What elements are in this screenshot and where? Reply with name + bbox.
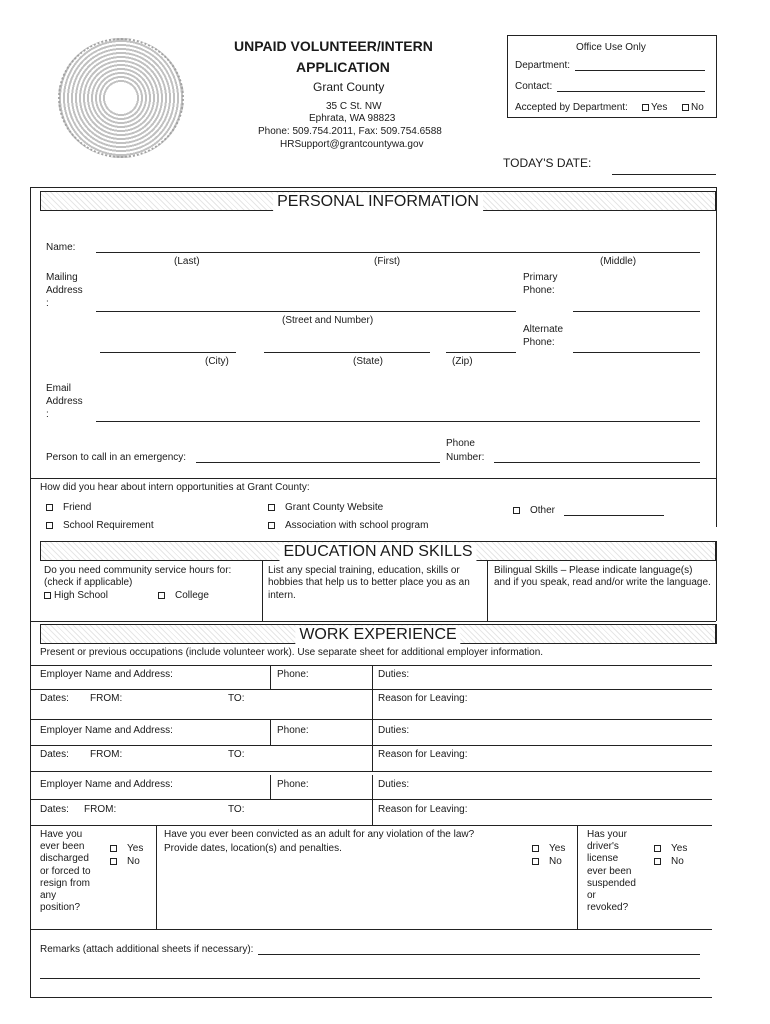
- department-field[interactable]: [575, 70, 705, 71]
- emergency-phone-label-2: Number:: [446, 452, 485, 463]
- mailing-colon: :: [46, 298, 49, 309]
- employer-3-duties[interactable]: Duties:: [378, 779, 410, 790]
- address-line2: Ephrata, WA 98823: [309, 113, 396, 124]
- office-use-title: Office Use Only: [576, 42, 646, 53]
- employer-2-duties[interactable]: Duties:: [378, 725, 410, 736]
- training-prompt-1: List any special training, education, skills or: [268, 565, 460, 576]
- contact-field[interactable]: [557, 91, 705, 92]
- last-caption: (Last): [174, 256, 200, 267]
- mailing-label: Mailing: [46, 272, 78, 283]
- emergency-phone-label: Phone: [446, 438, 475, 449]
- todays-date-label: TODAY'S DATE:: [503, 156, 592, 170]
- accepted-yes[interactable]: Yes: [642, 102, 667, 113]
- employer-3-phone[interactable]: Phone:: [277, 779, 309, 790]
- hear-friend[interactable]: Friend: [46, 502, 91, 513]
- employer-1-from[interactable]: FROM:: [90, 693, 123, 704]
- license-yes[interactable]: Yes: [654, 843, 687, 854]
- todays-date-field[interactable]: [612, 174, 716, 175]
- hr-email: HRSupport@grantcountywa.gov: [280, 139, 424, 150]
- hear-other-field[interactable]: [564, 515, 664, 516]
- bilingual-prompt-1: Bilingual Skills – Please indicate language(s): [494, 565, 693, 576]
- discharged-no[interactable]: No: [110, 856, 140, 867]
- convicted-question: Have you ever been convicted as an adult for any violation of the law?: [164, 829, 475, 840]
- first-caption: (First): [374, 256, 401, 267]
- hear-other[interactable]: Other: [513, 505, 555, 516]
- primary-phone-label-2: Phone:: [523, 285, 555, 296]
- convicted-no[interactable]: No: [532, 856, 562, 867]
- form-title: UNPAID VOLUNTEER/INTERN: [234, 38, 433, 54]
- zip-caption: (Zip): [452, 356, 473, 367]
- city-caption: (City): [205, 356, 229, 367]
- form-subtitle: APPLICATION: [296, 59, 390, 75]
- county-seal: [58, 38, 184, 158]
- primary-phone-label: Primary: [523, 272, 558, 283]
- license-no[interactable]: No: [654, 856, 684, 867]
- employer-3-dates: Dates:: [40, 804, 69, 815]
- employer-1-to[interactable]: TO:: [228, 693, 245, 704]
- high-school-option[interactable]: High School: [44, 590, 108, 601]
- training-prompt-2: hobbies that help us to better place you as an: [268, 577, 470, 588]
- remarks-field-2[interactable]: [40, 978, 700, 979]
- primary-phone-field[interactable]: [573, 311, 700, 312]
- employer-1-label[interactable]: Employer Name and Address:: [40, 669, 173, 680]
- bilingual-prompt-2: and if you speak, read and/or write the language.: [494, 577, 711, 588]
- emergency-field[interactable]: [196, 462, 440, 463]
- employer-3-reason[interactable]: Reason for Leaving:: [378, 804, 468, 815]
- name-label: Name:: [46, 242, 76, 253]
- employer-1-phone[interactable]: Phone:: [277, 669, 309, 680]
- hear-website[interactable]: Grant County Website: [268, 502, 383, 513]
- state-field[interactable]: [264, 352, 430, 353]
- employer-2-reason[interactable]: Reason for Leaving:: [378, 749, 468, 760]
- employer-2-dates: Dates:: [40, 749, 69, 760]
- discharged-yes[interactable]: Yes: [110, 843, 143, 854]
- employer-2-from[interactable]: FROM:: [90, 749, 123, 760]
- contact-label: Contact:: [515, 81, 553, 92]
- employer-1-reason[interactable]: Reason for Leaving:: [378, 693, 468, 704]
- convicted-instructions: Provide dates, location(s) and penalties.: [164, 843, 342, 854]
- employer-1-duties[interactable]: Duties:: [378, 669, 410, 680]
- street-field[interactable]: [96, 311, 516, 312]
- email-label-2: Address: [46, 396, 83, 407]
- education-heading: EDUCATION AND SKILLS: [40, 541, 716, 561]
- license-question: Has your driver's license ever been suspended or revoked?: [587, 829, 636, 914]
- hear-school-requirement[interactable]: School Requirement: [46, 520, 154, 531]
- emergency-phone-field[interactable]: [494, 462, 700, 463]
- remarks-label: Remarks (attach additional sheets if necessary):: [40, 944, 254, 955]
- college-option[interactable]: College: [158, 590, 209, 601]
- hear-question: How did you hear about intern opportunities at Grant County:: [40, 482, 310, 493]
- zip-field[interactable]: [446, 352, 516, 353]
- phone-fax: Phone: 509.754.2011, Fax: 509.754.6588: [258, 126, 442, 137]
- accepted-label: Accepted by Department:: [515, 102, 628, 113]
- name-field[interactable]: [96, 252, 700, 253]
- discharged-question: Have you ever been discharged or forced to resign from any position?: [40, 829, 91, 914]
- employer-3-from[interactable]: FROM:: [84, 804, 117, 815]
- mailing-label-2: Address: [46, 285, 83, 296]
- alternate-phone-field[interactable]: [573, 352, 700, 353]
- personal-info-heading: PERSONAL INFORMATION: [40, 191, 716, 211]
- employer-2-phone[interactable]: Phone:: [277, 725, 309, 736]
- city-field[interactable]: [100, 352, 236, 353]
- county-name: Grant County: [313, 80, 385, 94]
- remarks-field-1[interactable]: [258, 954, 700, 955]
- work-intro: Present or previous occupations (include volunteer work). Use separate sheet for additional employer information.: [40, 647, 544, 658]
- alternate-phone-label-2: Phone:: [523, 337, 555, 348]
- employer-2-to[interactable]: TO:: [228, 749, 245, 760]
- employer-1-dates: Dates:: [40, 693, 69, 704]
- training-prompt-3: intern.: [268, 590, 296, 601]
- alternate-phone-label: Alternate: [523, 324, 564, 335]
- convicted-yes[interactable]: Yes: [532, 843, 565, 854]
- employer-2-label[interactable]: Employer Name and Address:: [40, 725, 173, 736]
- employer-3-to[interactable]: TO:: [228, 804, 245, 815]
- email-colon: :: [46, 409, 49, 420]
- email-label: Email: [46, 383, 72, 394]
- email-field[interactable]: [96, 421, 700, 422]
- work-heading: WORK EXPERIENCE: [40, 624, 716, 644]
- service-hours-hint: (check if applicable): [44, 577, 133, 588]
- hear-association[interactable]: Association with school program: [268, 520, 428, 531]
- middle-caption: (Middle): [600, 256, 637, 267]
- employer-3-label[interactable]: Employer Name and Address:: [40, 779, 173, 790]
- accepted-no[interactable]: No: [682, 102, 704, 113]
- address-line1: 35 C St. NW: [326, 101, 382, 112]
- department-label: Department:: [515, 60, 571, 71]
- state-caption: (State): [353, 356, 384, 367]
- service-hours-question: Do you need community service hours for:: [44, 565, 232, 576]
- emergency-label: Person to call in an emergency:: [46, 452, 187, 463]
- street-caption: (Street and Number): [282, 315, 374, 326]
